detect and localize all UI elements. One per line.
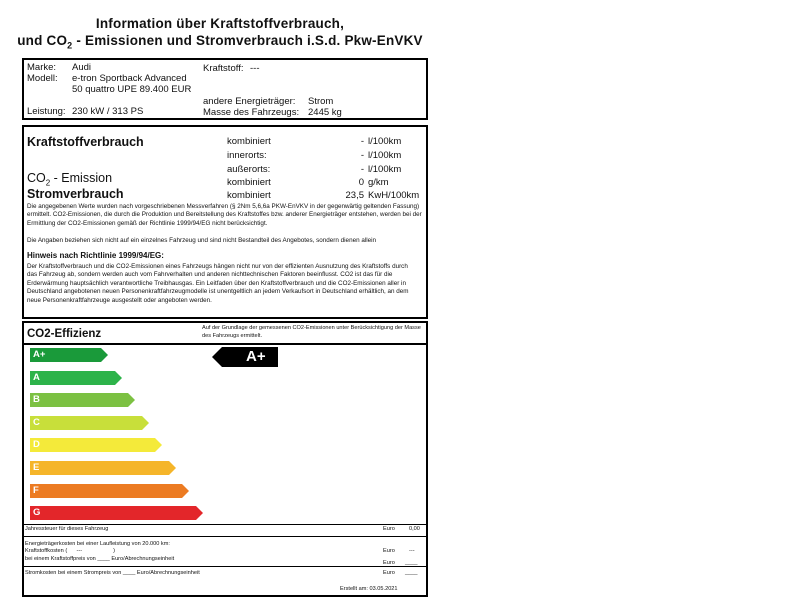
co2-heading-post: - Emission (50, 171, 113, 185)
row-0-unit: l/100km (368, 136, 402, 147)
leistung-value: 230 kW / 313 PS (72, 106, 144, 117)
energiekosten-currency: Euro (383, 548, 395, 554)
title-line2-post: - Emissionen und Stromverbrauch i.S.d. Pkw-EnVKV (72, 33, 423, 48)
rating-arrow-shape (212, 347, 278, 367)
kraftstoffpreis-currency: Euro (383, 560, 395, 566)
efficiency-bar-c (30, 416, 149, 430)
marke-value: Audi (72, 62, 92, 73)
modell-value-line1: e-tron Sportback Advanced (72, 73, 187, 84)
stromkosten-value: ____ (405, 570, 418, 576)
row-4-label: kombiniert (227, 190, 271, 201)
row-1-unit: l/100km (368, 150, 402, 161)
row-1-label: innerorts: (227, 150, 267, 161)
efficiency-bar-label: E (33, 462, 40, 473)
efficiency-header-box (22, 321, 428, 345)
row-1-value: - (360, 150, 364, 161)
efficiency-bar-label: A (33, 372, 40, 383)
efficiency-bar-shape (30, 461, 176, 475)
jahressteuer-label: Jahressteuer für dieses Fahrzeug (25, 526, 109, 532)
costs-divider-2 (22, 536, 428, 537)
efficiency-bar-shape (30, 438, 162, 452)
efficiency-bar-g (30, 506, 203, 520)
efficiency-bar-shape (30, 393, 135, 407)
efficiency-bar-label: D (33, 439, 40, 450)
rating-arrow (212, 347, 278, 372)
leistung-label: Leistung: (27, 106, 66, 117)
vehicle-info-box (22, 58, 428, 120)
marke-label: Marke: (27, 62, 57, 73)
efficiency-bar-label: C (33, 417, 40, 428)
efficiency-bar-shape (30, 416, 149, 430)
energiekosten-line1: Energieträgerkosten bei einer Laufleistung von 20.000 km: (25, 541, 170, 547)
hinweis-text: Der Kraftstoffverbrauch und die CO2-Emissionen eines Fahrzeugs hängen nicht nur von der effizienten Ausnutzung des Kraftstoffs durch das Fahrzeug ab, sondern werden auch vom Fahrverhalten und anderen nichttechnischen Faktoren beeinflusst. CO2 ist das für die Erderwärmung hauptsächlich verantwortliche Treibhausgas. Ein Leitfaden über den Kraftstoffverbrauch und die CO2-Emissionen aller in Deutschland angebotenen neuen Personenkraftfahrzeugmodelle ist unentgeltlich an jedem Verkaufsort in Deutschland erhältlich, an dem neue Personenkraftfahrzeuge ausgestellt oder angeboten werden. (27, 263, 409, 304)
stromkosten-currency: Euro (383, 570, 395, 576)
rating-label: A+ (246, 348, 266, 365)
co2-heading-pre: CO (27, 171, 46, 185)
page-title-line1: Information über Kraftstoffverbrauch, (95, 16, 345, 31)
erstellt-date: Erstellt am: 03.05.2021 (340, 586, 398, 592)
costs-divider (22, 524, 428, 525)
efficiency-bar-label: B (33, 394, 40, 405)
kraftstoffverbrauch-heading: Kraftstoffverbrauch (27, 135, 144, 149)
efficiency-bar-d (30, 438, 162, 452)
title-line2-sub: 2 (67, 40, 73, 51)
title-line2-pre: und CO (17, 33, 68, 48)
page-title-line2 (0, 33, 440, 51)
efficiency-bar-e (30, 461, 176, 475)
consumption-box (22, 125, 428, 319)
row-4-value: 23,5 (345, 190, 364, 201)
co2-emission-heading (27, 171, 112, 188)
efficiency-bar-a (30, 371, 122, 385)
stromkosten-label: Stromkosten bei einem Strompreis von ____ Euro/Abrechnungseinheit (25, 570, 200, 576)
energietraeger-value: Strom (308, 96, 334, 107)
row-3-unit: g/km (368, 177, 389, 188)
masse-value: 2445 kg (308, 107, 342, 118)
modell-value-line2: 50 quattro UPE 89.400 EUR (72, 84, 192, 95)
row-2-value: - (360, 164, 364, 175)
row-3-value: 0 (358, 177, 364, 188)
kraftstoff-value: --- (250, 63, 260, 74)
energietraeger-label: andere Energieträger: (203, 96, 296, 107)
kraftstoff-label: Kraftstoff: (203, 63, 244, 74)
modell-label: Modell: (27, 73, 58, 84)
efficiency-bar-label: F (33, 485, 39, 496)
costs-divider-3 (22, 566, 428, 567)
kraftstoffpreis-value: ____ (405, 560, 418, 566)
efficiency-bar-b (30, 393, 135, 407)
co2-heading-sub: 2 (45, 178, 51, 188)
efficiency-bar-shape (30, 506, 203, 520)
efficiency-bar-label: G (33, 507, 41, 518)
energiekosten-line2: Kraftstoffkosten ( --- ) (25, 548, 116, 554)
measurement-note: Die angegebenen Werte wurden nach vorgeschriebenen Messverfahren (§ 2Nm 5,6,6a PKW-EnVKV in der gegenwärtig geltenden Fassung) ermittelt. CO2-Emissionen, die durch die Produktion und Bereitstellung des Kraftstoffes bzw. anderer Energieträger entstehen, werden bei der Ermittlung der CO2-Emissionen gemäß der Richtlinie 1999/94/EG nicht berücksichtigt. (27, 203, 422, 227)
efficiency-bar-shape (30, 484, 189, 498)
row-0-value: - (360, 136, 364, 147)
hinweis-heading: Hinweis nach Richtlinie 1999/94/EG: (27, 251, 164, 260)
efficiency-bar-f (30, 484, 189, 498)
co2-effizienz-heading: CO2-Effizienz (27, 328, 102, 340)
masse-label: Masse des Fahrzeugs: (203, 107, 300, 118)
efficiency-basis-note: Auf der Grundlage der gemessenen CO2-Emissionen unter Berücksichtigung der Masse des Fahrzeugs ermittelt. (202, 325, 421, 339)
jahressteuer-value: 0,00 (409, 526, 420, 532)
energiekosten-line3: bei einem Kraftstoffpreis von ____ Euro/Abrechnungseinheit (25, 556, 175, 562)
energiekosten-value: --- (409, 548, 415, 554)
row-2-label: außerorts: (227, 164, 271, 175)
row-0-label: kombiniert (227, 136, 271, 147)
efficiency-bar-shape (30, 371, 122, 385)
disclaimer-note: Die Angaben beziehen sich nicht auf ein einzelnes Fahrzeug und sind nicht Bestandteil des Angebotes, sondern dienen allein (27, 237, 377, 244)
efficiency-bar-label: A+ (33, 349, 46, 360)
stromverbrauch-heading: Stromverbrauch (27, 187, 124, 201)
efficiency-bar-a-plus (30, 348, 108, 362)
jahressteuer-currency: Euro (383, 526, 395, 532)
row-2-unit: l/100km (368, 164, 402, 175)
row-3-label: kombiniert (227, 177, 271, 188)
row-4-unit: KwH/100km (368, 190, 420, 201)
